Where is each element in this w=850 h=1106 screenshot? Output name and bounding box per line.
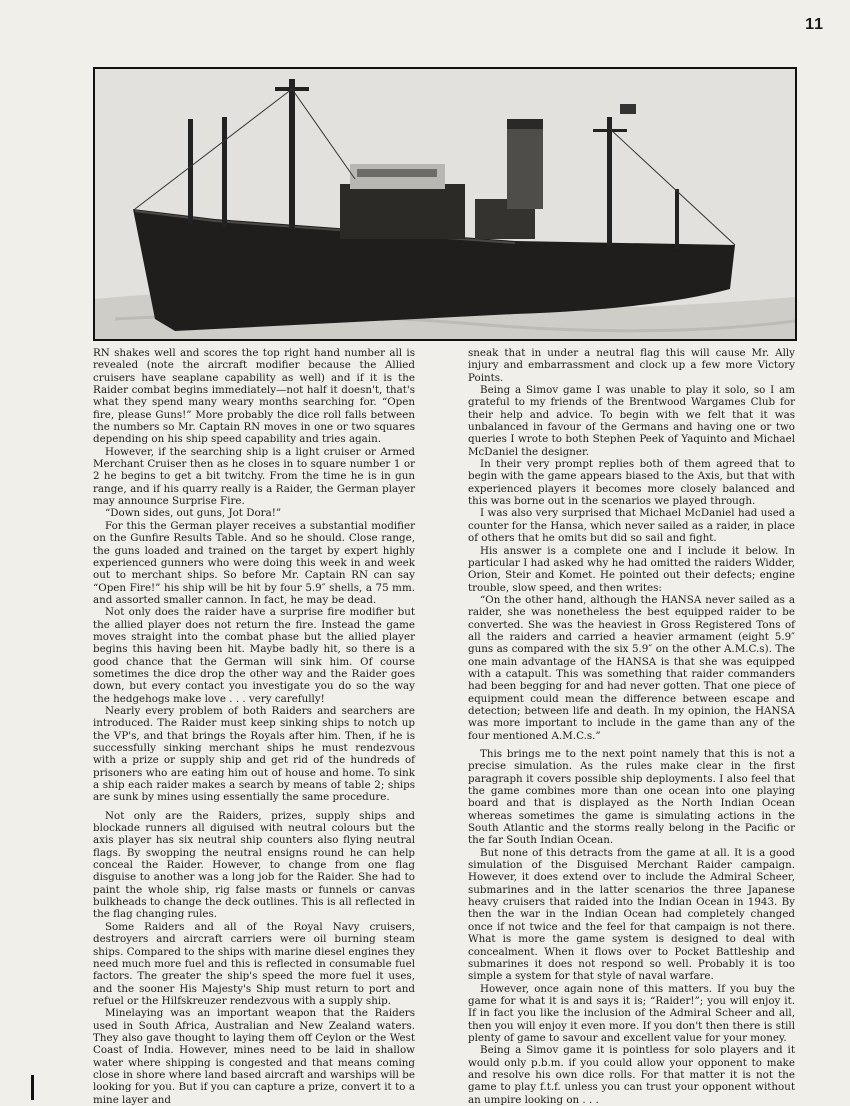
article-left-column xyxy=(93,347,415,1106)
paragraph: However, if the searching ship is a light cruiser or Armed Merchant Cruiser then as he closes in to square number 1 or 2 he begins to get a bit twitchy. From the time he is in gun range, and if his quarry really is a Raider, the German player may announce Surprise Fire. xyxy=(93,445,415,508)
paragraph: For this the German player receives a substantial modifier on the Gunfire Results Table. And so he should. Close range, the guns loaded and trained on the target by expert highly experienced gunners who were doing this week in and week out to merchant ships. So before Mr. Captain RN can say “Open Fire!” his ship will be hit by four 5.9″ shells, a 75 mm. and assorted smaller cannon. In fact, he may be dead. xyxy=(93,519,415,606)
ship-photograph xyxy=(93,67,797,341)
paragraph: Some Raiders and all of the Royal Navy cruisers, destroyers and aircraft carriers were oil burning steam ships. Compared to the ships with marine diesel engines they need much more fuel and this is reflected in consumable fuel factors. The greater the ship's speed the more fuel it uses, and the sooner His Majesty's Ship must return to port and refuel or the Hilfskreuzer rendezvous with a supply ship. xyxy=(93,920,415,1007)
paragraph: His answer is a complete one and I include it below. In particular I had asked why he had omitted the raiders Widder, Orion, Steir and Komet. He pointed out their defects; engine trouble, slow speed, and then writes: xyxy=(468,544,795,594)
paragraph: Nearly every problem of both Raiders and searchers are introduced. The Raider must keep sinking ships to notch up the VP's, and that brings the Royals after him. Then, if he is successfully sinking merchant ships he must rendezvous with a prize or supply ship and get rid of the hundreds of prisoners who are eating him out of house and home. To sink a ship each raider makes a search by means of table 2; ships are sunk by mines using essentially the same procedure. xyxy=(93,704,415,804)
paragraph: Minelaying was an important weapon that the Raiders used in South Africa, Australian and New Zealand waters. They also gave thought to laying them off Ceylon or the West Coast of India. However, mines need to be laid in shallow water where shipping is congested and that means coming close in shore where land based aircraft and warships will be looking for you. But if you can capture a prize, convert it to a mine layer and xyxy=(93,1007,415,1106)
paragraph: Not only are the Raiders, prizes, supply ships and blockade runners all diguised with neutral colours but the axis player has six neutral ship counters also flying neutral flags. By swopping the neutral ensigns round he can help conceal the Raider. However, to change from one flag disguise to another was a long job for the Raider. She had to paint the whole ship, rig false masts or funnels or canvas bulkheads to change the deck outlines. This is all reflected in the flag changing rules. xyxy=(93,809,415,921)
paragraph: In their very prompt replies both of them agreed that to begin with the game appears biased to the Axis, but that with experienced players it becomes more closely balanced and this was borne out in the scenarios we played through. xyxy=(468,458,795,508)
paragraph: “Down sides, out guns, Jot Dora!” xyxy=(105,507,282,520)
paragraph: “On the other hand, although the HANSA never sailed as a raider, she was nonetheless the best equipped raider to be converted. She was the heaviest in Gross Registered Tons of all the raiders and carried a heavier armament (eight 5.9″ guns as compared with the six 5.9″ on the other A.M.C.s). The one main advantage of the HANSA is that she was equipped with a catapult. This was something that raider commanders had been begging for and had never gotten. That one piece of equipment could mean the difference between escape and detection; between life and death. In my opinion, the HANSA was more important to include in the game than any of the four mentioned A.M.C.s.” xyxy=(468,593,795,742)
margin-rule xyxy=(31,1075,34,1100)
paragraph: RN shakes well and scores the top right hand number all is revealed (note the aircraft modifier because the Allied cruisers have seaplane capability as well) and if it is the Raider combat begins immediately—not half it doesn't, that's what they spend many weary months searching for. “Open fire, please Guns!” More probably the dice roll falls between the numbers so Mr. Captain RN moves in one or two squares depending on his ship speed capability and tries again. xyxy=(93,347,415,446)
paragraph: However, once again none of this matters. If you buy the game for what it is and says it is; “Raider!”; you will enjoy it. If in fact you like the inclusion of the Admiral Scheer and all, then you will enjoy it even more. If you don't then there is still plenty of game to savour and excellent value for your money. xyxy=(468,982,795,1044)
article-right-column xyxy=(468,347,795,1106)
paragraph: Being a Simov game it is pointless for solo players and it would only p.b.m. if you could allow your opponent to make and resolve his own dice rolls. For that matter it is not the game to play f.t.f. unless you can trust your opponent without an umpire looking on . . . xyxy=(468,1044,795,1106)
ship-image xyxy=(95,69,795,339)
page-number: 11 xyxy=(805,16,824,33)
paragraph: Being a Simov game I was unable to play it solo, so I am grateful to my friends of the Brentwood Wargames Club for their help and advice. To begin with we felt that it was unbalanced in favour of the Germans and having one or two queries I wrote to both Stephen Peek of Yaquinto and Michael McDaniel the designer. xyxy=(468,384,795,458)
paragraph: This brings me to the next point namely that this is not a precise simulation. As the rules make clear in the first paragraph it covers possible ship deployments. I also feel that the game combines more than one ocean into one playing board and that is displayed as the North Indian Ocean whereas sometimes the game is simulating actions in the South Atlantic and the storms really belong in the Pacific or the far South Indian Ocean. xyxy=(468,748,795,847)
paragraph: But none of this detracts from the game at all. It is a good simulation of the Disguised Merchant Raider campaign. However, it does extend over to include the Admiral Scheer, submarines and in the latter scenarios the three Japanese heavy cruisers that raided into the Indian Ocean in 1943. By then the war in the Indian Ocean had completely changed once if not twice and the feel for that campaign is not there. What is more the game system is designed to deal with concealment. When it flows over to Pocket Battleship and submarines it does not respond so well. Probably it is too simple a system for that style of naval warfare. xyxy=(468,846,795,983)
paragraph: I was also very surprised that Michael McDaniel had used a counter for the Hansa, which never sailed as a raider, in place of others that he omits but did so sail and fight. xyxy=(468,507,795,545)
paragraph: Not only does the raider have a surprise fire modifier but the allied player does not return the fire. Instead the game moves straight into the combat phase but the allied player begins this having been hit. Maybe badly hit, so there is a good chance that the German will sink him. Of course sometimes the dice drop the other way and the Raider goes down, but every contact you investigate you do so the way the hedgehogs make love . . . very carefully! xyxy=(93,606,415,705)
paragraph: sneak that in under a neutral flag this will cause Mr. Ally injury and embarrassment and clock up a few more Victory Points. xyxy=(468,347,795,384)
